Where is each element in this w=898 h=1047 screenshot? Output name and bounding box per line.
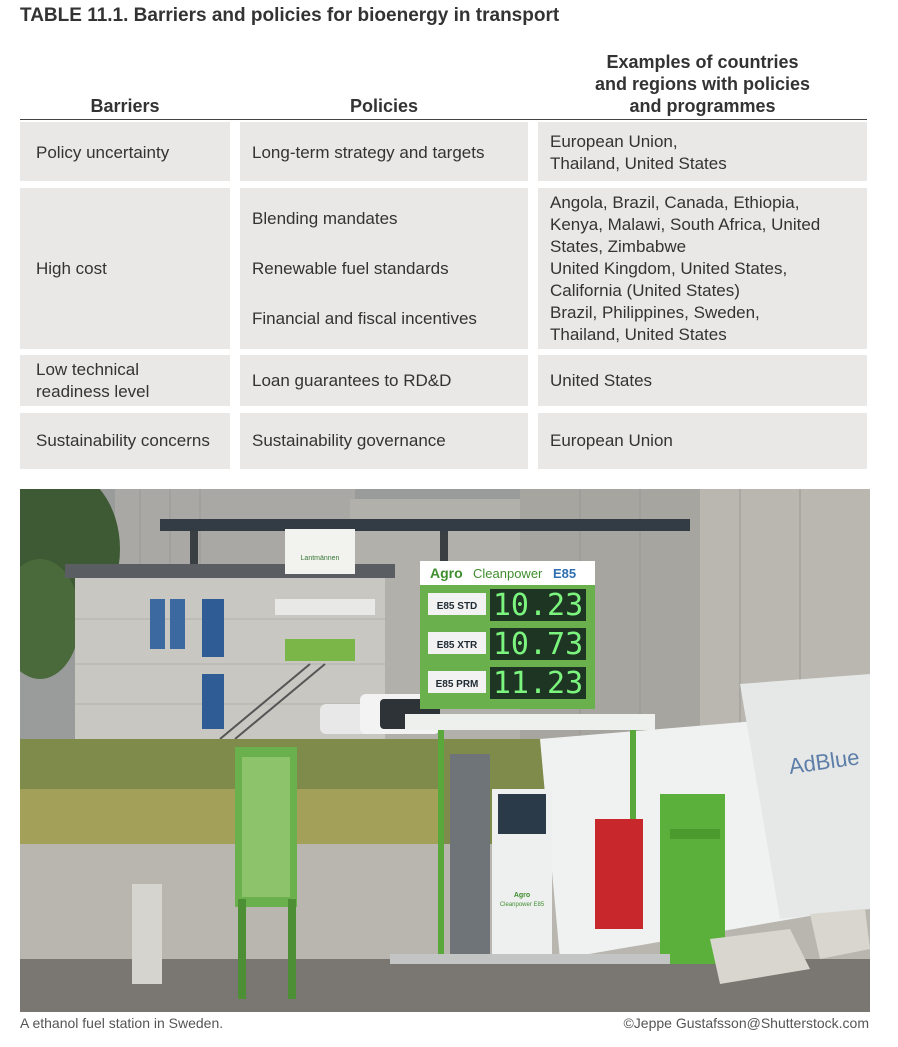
sign-brand-left: Agro [430, 565, 463, 581]
policy-renewable-fuel-standards: Renewable fuel standards [252, 259, 449, 278]
header-policies: Policies [349, 96, 419, 116]
row-1-policy: Long-term strategy and targets [240, 122, 528, 181]
fuel-station-illustration [20, 489, 870, 1012]
row-2-barrier: High cost [20, 188, 230, 349]
policy-blending-mandates: Blending mandates [252, 209, 398, 228]
sign-brand-right: Cleanpower [473, 566, 543, 581]
header-examples-line-2: and regions with policies [594, 74, 811, 94]
row-4-examples: European Union [538, 413, 867, 469]
header-examples-line-1: Examples of countries [606, 52, 799, 72]
row-1-examples: European Union, Thailand, United States [538, 122, 867, 181]
building-sign-text: Lantmännen [300, 555, 340, 562]
row-2-examples: Angola, Brazil, Canada, Ethiopia, Kenya, Malawi, South Africa, United States, Zimbabwe United Kingdom, United States, California (United States) Brazil, Philippines, Sweden, Thailand, United States [538, 188, 867, 349]
row-3-examples: United States [538, 355, 867, 406]
row-1-barrier: Policy uncertainty [20, 122, 230, 181]
header-examples [538, 51, 867, 117]
price-std: 10.23 [492, 588, 584, 623]
policy-financial-incentives: Financial and fiscal incentives [252, 309, 477, 328]
row-3-policy: Loan guarantees to RD&D [240, 355, 528, 406]
photo-credit: ©Jeppe Gustafsson@Shutterstock.com [623, 1015, 869, 1031]
price-label-prm: E85 PRM [435, 679, 479, 690]
price-label-xtr: E85 XTR [436, 640, 478, 651]
tank-text: AdBlue [787, 744, 861, 779]
sign-fuel: E85 [553, 566, 577, 581]
price-prm: 11.23 [492, 666, 584, 701]
row-3-barrier: Low technical readiness level [20, 355, 230, 406]
row-4-policy: Sustainability governance [240, 413, 528, 469]
header-barriers: Barriers [90, 96, 160, 116]
table-title: TABLE 11.1. Barriers and policies for bioenergy in transport [20, 5, 560, 26]
pump-text-2: Cleanpower E85 [499, 902, 545, 908]
fuel-station-photo [20, 489, 870, 1012]
header-examples-line-3: and programmes [629, 96, 776, 116]
price-label-std: E85 STD [436, 601, 478, 612]
pump-text-1: Agro [513, 892, 531, 899]
row-2-policies [240, 188, 528, 349]
header-rule [20, 119, 867, 120]
photo-caption: A ethanol fuel station in Sweden. [20, 1015, 224, 1031]
row-4-barrier: Sustainability concerns [20, 413, 230, 469]
price-xtr: 10.73 [492, 627, 584, 662]
